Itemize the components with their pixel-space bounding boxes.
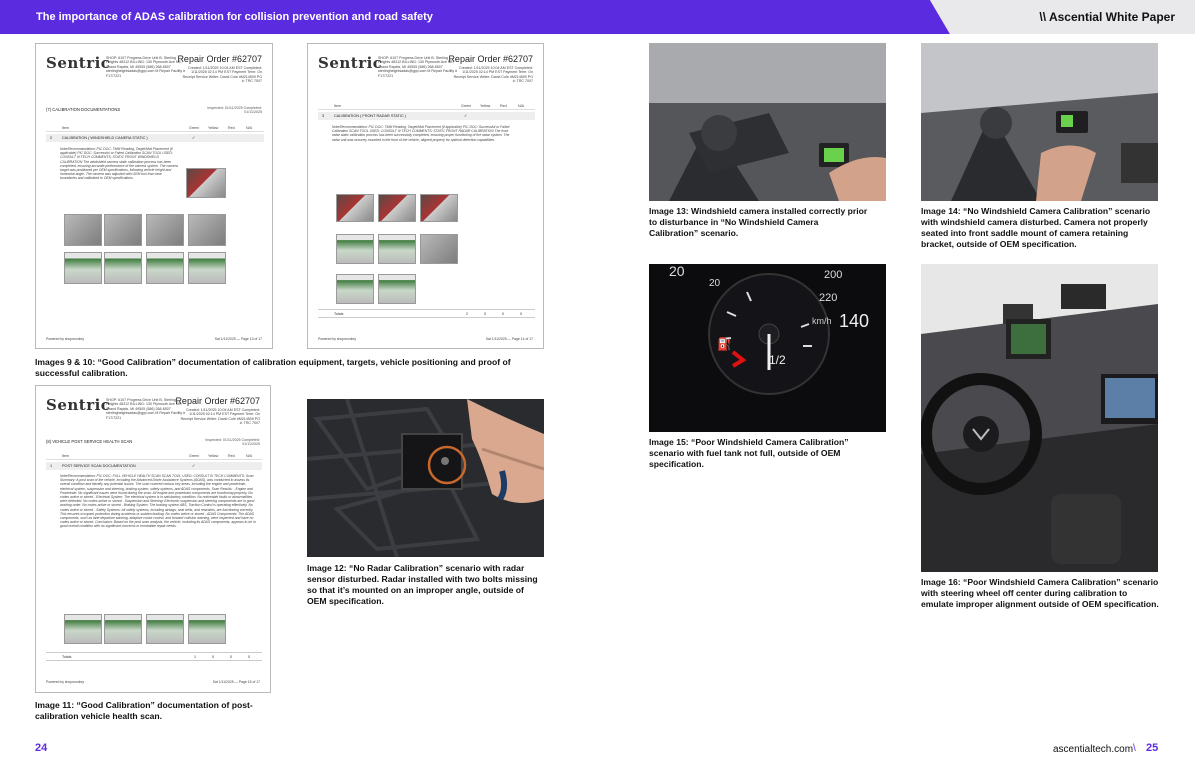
col-item: Item [62,126,69,130]
page-date: Sat 1/11/2025 — Page 15 of 17 [212,680,260,684]
row-label: POST SERVICE SCAN DOCUMENTATION [62,464,136,468]
photo-thumbnail [186,168,226,198]
tech-comments: Note/Recommendation: PIC DOC: TMM Reading, Target/Mat Placement (if applicable) PIC DOC: Successful or Failed Calibration SCAN TOOL USED: CONSULT III TECH COMMENTS: STATIC FRONT RADAR CALIBRATION The front radar static calibration process has been successfully completed, ensuring proper functioning of the radar system. The radar unit was securely mounted in the front of the vehicle, aligned properly for optimal detection capabilities. [332,125,510,142]
photo-thumbnail [104,614,142,644]
header-title: The importance of ADAS calibration for collision prevention and road safety [36,11,433,23]
repair-order-meta: Created: 1/11/2025 10:04 AM EST Completed: 1/11/2025 02:14 PM EST Payment Term: On Receipt Service Writer: David Cole #M214509 PO #: TRC 7007 [453,66,533,84]
photo-thumbnail [336,234,374,264]
repair-order-number: Repair Order #62707 [448,54,533,64]
shop-address: SHOP: 6107 Progress Drive Unit B, Sterling Heights 48312 BILLING: 130 Plymouth Ave NE, Grand Rapids, MI 49505 (586) 268-6507 sterlingheightsadas@gpp.com M Repair Facility # F17/7221 [378,56,458,78]
section-title: (7) CALIBRATION DOCUMENTATIONS [46,107,121,112]
photo-thumbnail [146,214,184,246]
photo-fuel-gauge [649,264,886,432]
footer-url[interactable]: ascentialtech.com [1053,744,1134,755]
powered-by: Powered by shopmonkey [318,337,357,341]
fuel-pump-icon: ⛽ [717,337,732,351]
table-row [46,462,262,470]
caption-image-12: Image 12: “No Radar Calibration” scenario with radar sensor disturbed. Radar installed with two bolts missing so that it’s mounted on an improper angle, outside of OEM specification. [307,563,538,606]
totals-label: Totals [62,655,72,659]
gauge-half-label: 1/2 [769,353,786,367]
caption-image-13: Image 13: Windshield camera installed correctly prior to disturbance in “No Windshield Camera Calibration” scenario. [649,206,868,238]
col-red: Red [228,126,235,130]
col-yellow: Yellow [208,126,219,130]
gauge-tick-20b: 20 [709,278,721,289]
sentric-logo: Sentric [46,54,111,72]
totals-yellow: 0 [212,655,214,659]
table-header [46,452,262,460]
photo-thumbnail [420,234,458,264]
repair-order-number: Repair Order #62707 [175,396,260,406]
row-number: 1 [50,464,53,468]
repair-order-meta: Created: 1/11/2025 10:04 AM EST Completed: 1/11/2025 02:14 PM EST Payment Term: On Receipt Service Writer: David Cole #M214509 PO #: TRC 7007 [180,408,260,426]
page-number-right: 25 [1146,742,1159,754]
gauge-tick-140: 140 [839,311,870,331]
col-green: Green [189,454,199,458]
photo-thumbnail [378,274,416,304]
col-green: Green [461,104,471,108]
col-yellow: Yellow [480,104,491,108]
doc-image-11 [35,385,271,693]
row-number: 2 [50,136,53,140]
photo-thumbnail [378,234,416,264]
inspection-dates: Inspected: 01/11/2025 Completed: 01/11/2025 [205,438,260,447]
table-header [46,124,264,132]
col-na: N/A [246,454,252,458]
gauge-unit: km/h [812,316,832,326]
photo-thumbnail [336,274,374,304]
photo-thumbnail [104,252,142,284]
section-title: (8) VEHICLE POST SERVICE HEALTH SCAN [46,439,133,444]
inspection-dates: Inspected: 01/11/2025 Completed: 01/11/2025 [207,106,262,115]
photo-thumbnail [336,194,374,222]
photo-windshield-camera-correct [649,43,886,201]
totals-label: Totals [334,312,344,316]
repair-order-number: Repair Order #62707 [177,54,262,64]
totals-green: 1 [194,655,196,659]
sentric-logo: Sentric [318,54,383,72]
gauge-tick-200: 200 [824,269,843,281]
gauge-cluster-illustration [649,264,886,432]
row-label: CALIBRATION ( FRONT RADAR STATIC ) [334,114,407,118]
photo-radar-sensor [307,399,544,557]
col-green: Green [189,126,199,130]
col-na: N/A [518,104,524,108]
caption-image-16: Image 16: “Poor Windshield Camera Calibration” scenario with steering wheel off center during calibration to emulate improper alignment outside of OEM specification. [921,577,1159,609]
table-header [318,102,535,110]
page-date: Sat 1/11/2025 — Page 13 of 17 [214,337,262,341]
totals-red: 0 [502,312,504,316]
sentric-logo: Sentric [46,396,111,414]
camera-photo-illustration [649,43,886,201]
caption-image-11: Image 11: “Good Calibration” documentation of post-calibration vehicle health scan. [35,700,253,721]
page-date: Sat 1/11/2025 — Page 14 of 17 [485,337,533,341]
photo-thumbnail [64,214,102,246]
doc-image-9 [35,43,273,349]
photo-thumbnail [146,252,184,284]
gauge-tick-20a: 20 [669,264,685,279]
brand-label: \\ Ascential White Paper [1039,10,1175,24]
col-red: Red [228,454,235,458]
col-na: N/A [246,126,252,130]
footer-separator: \ [1133,743,1136,754]
photo-thumbnail [104,214,142,246]
totals-na: 0 [520,312,522,316]
photo-thumbnail [378,194,416,222]
totals-row [46,652,262,661]
col-yellow: Yellow [208,454,219,458]
col-red: Red [500,104,507,108]
photo-thumbnail [188,252,226,284]
photo-thumbnail [188,614,226,644]
caption-image-14: Image 14: “No Windshield Camera Calibration” scenario with windshield camera disturbed. Camera not properly seated into front saddle mount of camera retaining bracket, outside of OEM specification. [921,206,1151,249]
radar-photo-illustration [307,399,544,557]
doc-image-10 [307,43,544,349]
totals-green: 2 [466,312,468,316]
tech-comments: Note/Recommendation: PIC DOC: FULL VEHICLE HEALTH SCAN SCAN TOOL USED: CONSULT III TECH COMMENTS: Scan Summary: A post scan of the vehicle, including the Advanced Driver Assistance Systems (ADAS), was conducted to assess its overall condition and identify any potential issues. The scan covered various key areas, including the engine and powertrain, electrical system, suspension and steering, braking system, safety systems, and ADAS components. Scan Results: - Engine and Powertrain: No significant issues were found during the scan. All engine and powertrain components are functioning properly. No codes active or stored - Electrical System: The electrical system is in satisfactory condition. No noticeable faults or abnormalities were detected. No codes active or stored - Suspension and Steering: Electronic suspension and steering components are in good working order. No codes active or stored - Braking System: The braking system ABS, Traction Control is operating effectively. No codes active or stored - Safety Systems: All safety systems, including airbags, seat belts, and restraints, are functioning correctly. This ensures occupant protection during accidents or sudden braking. No codes active or stored - ADAS Components: The ADAS components, such as lane departure warning, adaptive cruise control, and forward collision warning, were inspected and have no codes active or stored. Conclusion: Based on the post scan analysis, the vehicle, including its ADAS components, appears to be in good overall condition with no significant concerns or immediate repair needs. [60,474,256,529]
col-item: Item [334,104,341,108]
repair-order-meta: Created: 1/11/2025 10:04 AM EST Completed: 1/11/2025 02:14 PM EST Payment Term: On Receipt Service Writer: David Cole #M214509 PO #: TRC 7007 [182,66,262,84]
photo-thumbnail [188,214,226,246]
check-mark: ✓ [192,136,196,140]
caption-image-15: Image 15: “Poor Windshield Camera Calibration” scenario with fuel tank not full, outside of OEM specification. [649,437,849,469]
photo-thumbnail [420,194,458,222]
table-row [318,112,535,120]
powered-by: Powered by shopmonkey [46,680,85,684]
photo-thumbnail [64,252,102,284]
steering-wheel-illustration [921,264,1158,572]
powered-by: Powered by shopmonkey [46,337,85,341]
col-item: Item [62,454,69,458]
row-number: 3 [322,114,325,118]
check-mark: ✓ [192,464,196,468]
totals-red: 0 [230,655,232,659]
totals-row [318,309,535,318]
row-label: CALIBRATION ( WINDSHIELD CAMERA STATIC ) [62,136,148,140]
totals-na: 0 [248,655,250,659]
totals-yellow: 0 [484,312,486,316]
camera-disturbed-illustration [921,43,1158,201]
shop-address: SHOP: 6107 Progress Drive Unit B, Sterling Heights 48312 BILLING: 130 Plymouth Ave NE, Grand Rapids, MI 49505 (586) 268-6507 sterlingheightsadas@gpp.com M Repair Facility # F17/7221 [106,398,186,420]
table-row [46,134,264,142]
shop-address: SHOP: 6107 Progress Drive Unit B, Sterling Heights 48312 BILLING: 130 Plymouth Ave NE, Grand Rapids, MI 49505 (586) 268-6507 sterlingheightsadas@gpp.com M Repair Facility # F17/7221 [106,56,186,78]
tech-comments: Note/Recommendation: PIC DOC: TMM Reading, Target/Mat Placement (if applicable) PIC DOC: Successful or Failed Calibration SCAN TOOL USED: CONSULT III TECH COMMENTS: STATIC FRONT WINDSHIELD CALIBRATION The windshield camera static calibration process has been completed, ensuring accurate performance of the camera system. The camera target was positioned per OEM specifications, following vehicle height and horizontal angle. The camera was adjusted with OEM tool from lane boundaries and calibrated to OEM specifications. [60,147,178,181]
page-number-left: 24 [35,742,48,754]
photo-thumbnail [146,614,184,644]
gauge-tick-220: 220 [819,292,838,304]
check-mark: ✓ [464,114,468,118]
photo-windshield-camera-disturbed [921,43,1158,201]
photo-thumbnail [64,614,102,644]
photo-steering-wheel [921,264,1158,572]
caption-images-9-10: Images 9 & 10: “Good Calibration” documentation of calibration equipment, targets, vehicle positioning and proof of successful calibration. [35,357,511,378]
